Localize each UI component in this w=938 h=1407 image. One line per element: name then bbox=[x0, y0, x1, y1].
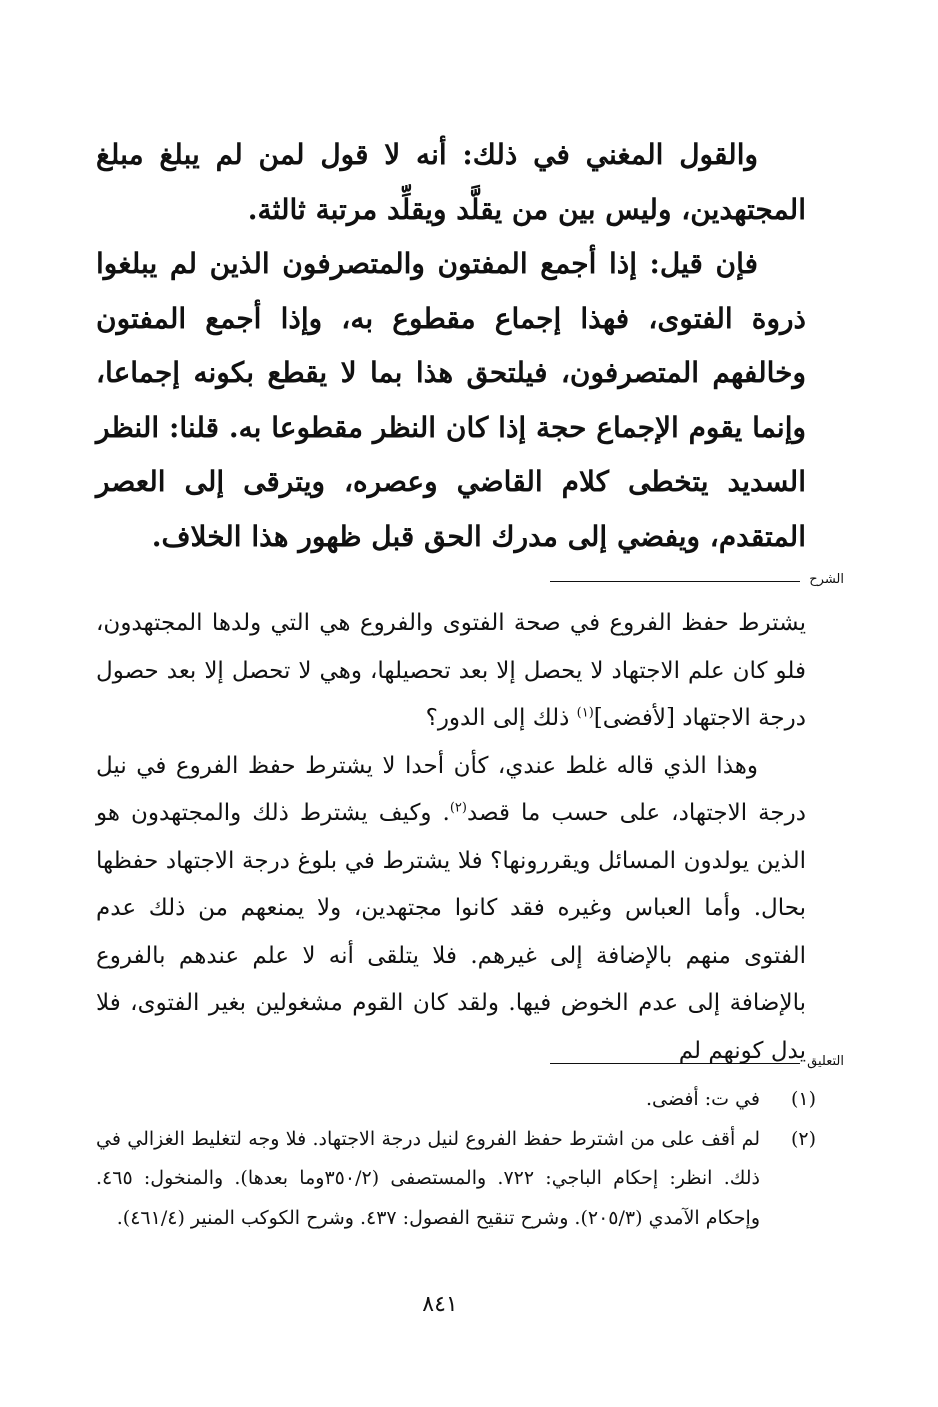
main-paragraph-1: والقول المغني في ذلك: أنه لا قول لمن لم يبلغ مبلغ المجتهدين، وليس بين من يقلَّد ويقلِّد مرتبة ثالثة. bbox=[96, 138, 806, 226]
sharh-paragraph-1-text-b: ذلك إلى الدور؟ bbox=[425, 705, 577, 731]
sharh-section-header bbox=[494, 572, 844, 596]
sharh-divider bbox=[550, 581, 800, 582]
main-text bbox=[96, 128, 806, 564]
footnote-2-text: لم أقف على من اشترط حفظ الفروع لنيل درجة الاجتهاد. فلا وجه لتغليط الغزالي في ذلك. انظر: إحكام الباجي: ٧٢٢. والمستصفى (٣٥٠/٢وما بعدها). والمنخول: ٤٦٥. وإحكام الآمدي (٢٠٥/٣). وشرح تنقيح الفصول: ٤٣٧. وشرح الكوكب المنير (٤٦١/٤). bbox=[96, 1127, 760, 1229]
sharh-label: الشرح bbox=[809, 572, 844, 587]
sharh-text bbox=[96, 600, 806, 1075]
footnote-1-text: في ت: أفضى. bbox=[646, 1088, 760, 1110]
taliq-divider bbox=[550, 1063, 800, 1064]
footnote-ref-2: (٢) bbox=[449, 800, 467, 816]
footnote-1-number: (١) bbox=[790, 1088, 816, 1110]
sharh-paragraph-2-text-b: . وكيف يشترط ذلك والمجتهدون هو الذين يولدون المسائل ويقررونها؟ فلا يشترط في بلوغ درجة الاجتهاد حفظها بحال. وأما العباس وغيره فقد كانوا مجتهدين، ولا يمنعهم من ذلك عدم الفتوى منهم بالإضافة إلى غيرهم. فلا يتلقى أنه لا علم عندهم بالفروع بالإضافة إلى عدم الخوض فيها. ولقد كان القوم مشغولين بغير الفتوى، فلا يدل كونهم لم bbox=[96, 800, 806, 1064]
sharh-paragraph-2 bbox=[96, 743, 806, 1076]
sharh-paragraph-1 bbox=[96, 600, 806, 743]
footnotes bbox=[96, 1080, 816, 1238]
footnote-2-number: (٢) bbox=[790, 1127, 816, 1150]
sharh-paragraph-1-text-a: يشترط حفظ الفروع في صحة الفتوى والفروع هي التي ولدها المجتهدون، فلو كان علم الاجتهاد لا يحصل إلا بعد تحصيلها، وهي لا تحصل إلا بعد حصول درجة الاجتهاد [لأفضى] bbox=[96, 610, 806, 731]
footnote-2 bbox=[96, 1120, 816, 1239]
taliq-section-header bbox=[494, 1054, 844, 1078]
page-number: ٨٤١ bbox=[422, 1292, 458, 1317]
sharh-paragraph-2-text-a: وهذا الذي قاله غلط عندي، كأن أحدا لا يشترط حفظ الفروع في نيل درجة الاجتهاد، على حسب ما قصد bbox=[96, 752, 806, 826]
footnote-1 bbox=[96, 1080, 816, 1120]
main-paragraph-2: فإن قيل: إذا أجمع المفتون والمتصرفون الذين لم يبلغوا ذروة الفتوى، فهذا إجماع مقطوع به، وإذا أجمع المفتون وخالفهم المتصرفون، فيلتحق هذا بما لا يقطع بكونه إجماعا، وإنما يقوم الإجماع حجة إذا كان النظر مقطوعا به. قلنا: النظر السديد يتخطى كلام القاضي وعصره، ويترقى إلى العصر المتقدم، ويفضي إلى مدرك الحق قبل ظهور هذا الخلاف. bbox=[96, 247, 806, 553]
footnote-ref-1: (١) bbox=[576, 705, 594, 721]
taliq-label: التعليق bbox=[807, 1054, 844, 1069]
